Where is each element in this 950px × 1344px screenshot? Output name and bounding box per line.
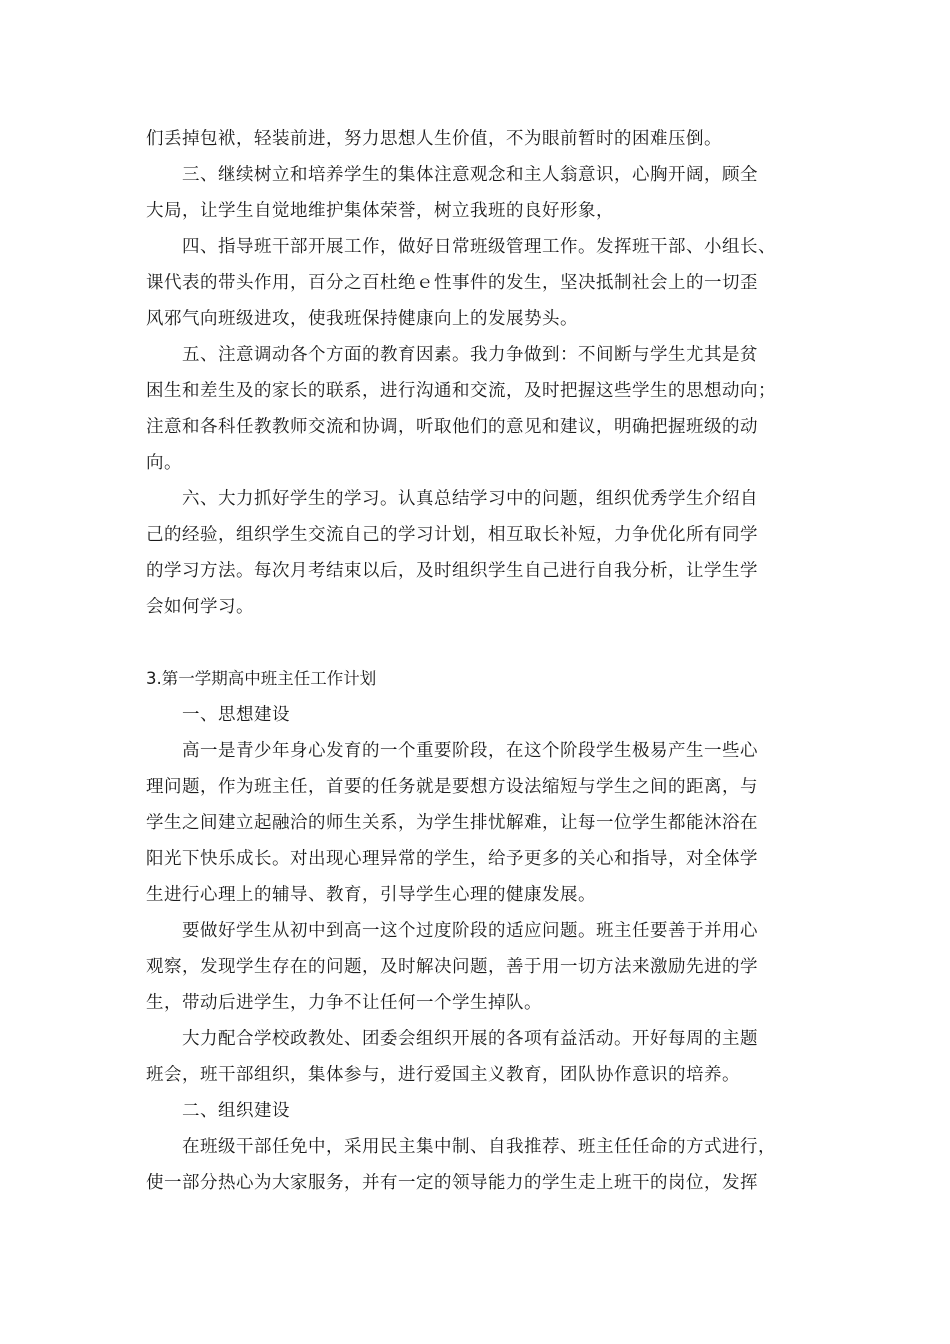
text-line: 注意和各科任教教师交流和协调，听取他们的意见和建议，明确把握班级的动 bbox=[146, 417, 758, 437]
text-line: 学生之间建立起融洽的师生关系，为学生排忧解难，让每一位学生都能沐浴在 bbox=[146, 813, 758, 833]
text-line: 大局，让学生自觉地维护集体荣誉，树立我班的良好形象， bbox=[146, 201, 614, 221]
text-line: 困生和差生及的家长的联系，进行沟通和交流，及时把握这些学生的思想动向； bbox=[146, 381, 776, 401]
text-line: 大力配合学校政教处、团委会组织开展的各项有益活动。开好每周的主题 bbox=[182, 1029, 758, 1049]
section-title: 3.第一学期高中班主任工作计划 bbox=[146, 669, 377, 688]
text-line: 高一是青少年身心发育的一个重要阶段，在这个阶段学生极易产生一些心 bbox=[182, 741, 758, 761]
text-line: 生，带动后进学生，力争不让任何一个学生掉队。 bbox=[146, 993, 542, 1013]
text-line: 风邪气向班级进攻，使我班保持健康向上的发展势头。 bbox=[146, 309, 578, 329]
text-line: 会如何学习。 bbox=[146, 597, 254, 617]
text-line: 生进行心理上的辅导、教育，引导学生心理的健康发展。 bbox=[146, 885, 596, 905]
text-line: 四、指导班干部开展工作，做好日常班级管理工作。发挥班干部、小组长、 bbox=[182, 237, 776, 257]
blank-line bbox=[146, 625, 810, 661]
text-line: 课代表的带头作用，百分之百杜绝ｅ性事件的发生，坚决抵制社会上的一切歪 bbox=[146, 273, 758, 293]
text-line: 的学习方法。每次月考结束以后，及时组织学生自己进行自我分析，让学生学 bbox=[146, 561, 758, 581]
text-line: 六、大力抓好学生的学习。认真总结学习中的问题，组织优秀学生介绍自 bbox=[182, 489, 758, 509]
text-line: 班会，班干部组织，集体参与，进行爱国主义教育，团队协作意识的培养。 bbox=[146, 1065, 740, 1085]
subsection-title: 二、组织建设 bbox=[182, 1101, 290, 1121]
text-line: 己的经验，组织学生交流自己的学习计划，相互取长补短，力争优化所有同学 bbox=[146, 525, 758, 545]
text-line: 理问题，作为班主任，首要的任务就是要想方设法缩短与学生之间的距离，与 bbox=[146, 777, 758, 797]
text-line: 五、注意调动各个方面的教育因素。我力争做到：不间断与学生尤其是贫 bbox=[182, 345, 758, 365]
text-line: 观察，发现学生存在的问题，及时解决问题，善于用一切方法来激励先进的学 bbox=[146, 957, 758, 977]
document-page bbox=[146, 121, 810, 1201]
text-line: 要做好学生从初中到高一这个过度阶段的适应问题。班主任要善于并用心 bbox=[182, 921, 758, 941]
text-line: 阳光下快乐成长。对出现心理异常的学生，给予更多的关心和指导，对全体学 bbox=[146, 849, 758, 869]
text-line: 三、继续树立和培养学生的集体注意观念和主人翁意识，心胸开阔，顾全 bbox=[182, 165, 758, 185]
text-line: 使一部分热心为大家服务，并有一定的领导能力的学生走上班干的岗位，发挥 bbox=[146, 1173, 758, 1193]
text-line: 们丢掉包袱，轻装前进，努力思想人生价值，不为眼前暂时的困难压倒。 bbox=[146, 129, 722, 149]
subsection-title: 一、思想建设 bbox=[182, 705, 290, 725]
text-line: 在班级干部任免中，采用民主集中制、自我推荐、班主任任命的方式进行， bbox=[182, 1137, 776, 1157]
text-line: 向。 bbox=[146, 453, 182, 473]
